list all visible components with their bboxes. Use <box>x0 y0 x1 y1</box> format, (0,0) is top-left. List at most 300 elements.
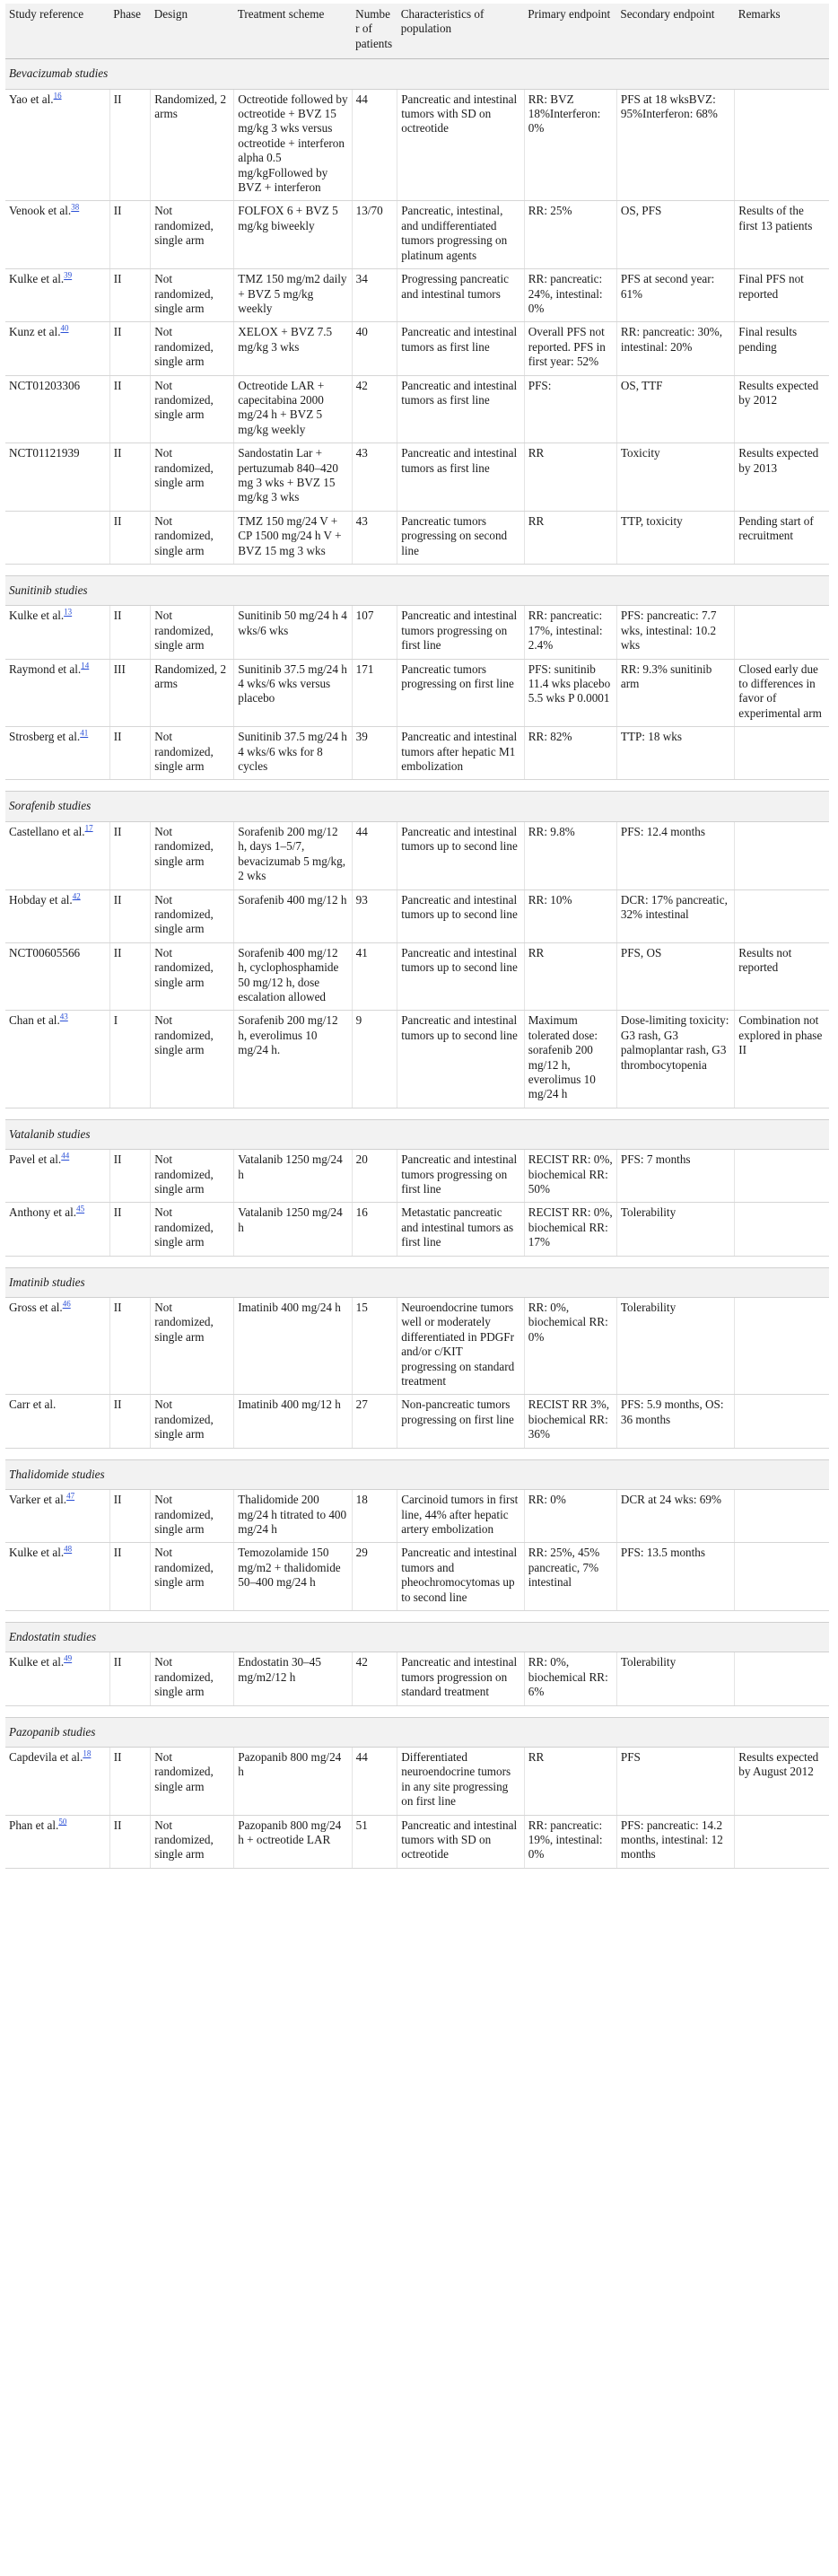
reference-link[interactable]: 13 <box>64 608 73 618</box>
study-name: NCT00605566 <box>9 945 81 959</box>
population-cell: Pancreatic and intestinal tumors up to second line <box>397 821 525 889</box>
spacer-cell <box>5 1705 829 1717</box>
population-cell: Pancreatic and intestinal tumors with SD on octreotide <box>397 1815 525 1868</box>
design-cell: Not randomized, single arm <box>151 269 234 322</box>
header-phase: Phase <box>109 4 150 59</box>
study-reference-cell <box>5 1747 109 1815</box>
table-row <box>5 1652 829 1705</box>
population-cell: Pancreatic, intestinal, and undifferentiated tumors progressing on platinum agents <box>397 201 525 269</box>
reference-link[interactable]: 43 <box>59 1012 68 1021</box>
design-cell: Randomized, 2 arms <box>151 659 234 727</box>
phase-cell: II <box>109 606 150 659</box>
population-cell: Pancreatic and intestinal tumors after hepatic M1 embolization <box>397 727 525 780</box>
population-cell: Carcinoid tumors in first line, 44% after hepatic artery embolization <box>397 1490 525 1543</box>
section-header-row <box>5 1717 829 1747</box>
remarks-cell <box>735 1815 829 1868</box>
design-cell: Not randomized, single arm <box>151 727 234 780</box>
section-header-row <box>5 1119 829 1149</box>
phase-cell: II <box>109 322 150 375</box>
primary-endpoint-cell: RR: pancreatic: 24%, intestinal: 0% <box>524 269 616 322</box>
population-cell: Metastatic pancreatic and intestinal tumors as first line <box>397 1203 525 1256</box>
table-row <box>5 201 829 269</box>
population-cell: Pancreatic and intestinal tumors and pheochromocytomas up to second line <box>397 1543 525 1611</box>
spacer-cell <box>5 1610 829 1622</box>
primary-endpoint-cell: RECIST RR: 0%, biochemical RR: 50% <box>524 1150 616 1203</box>
study-reference-cell <box>5 269 109 322</box>
header-treatment-scheme: Treatment scheme <box>234 4 352 59</box>
population-cell: Non-pancreatic tumors progressing on first line <box>397 1395 525 1448</box>
population-cell: Pancreatic and intestinal tumors as first line <box>397 375 525 443</box>
secondary-endpoint-cell: PFS: 12.4 months <box>616 821 734 889</box>
reference-link[interactable]: 40 <box>60 323 69 333</box>
table-row <box>5 269 829 322</box>
primary-endpoint-cell: PFS: <box>524 375 616 443</box>
primary-endpoint-cell: RR: pancreatic: 17%, intestinal: 2.4% <box>524 606 616 659</box>
population-cell: Pancreatic and intestinal tumors progressing on first line <box>397 606 525 659</box>
section-title: Pazopanib studies <box>5 1717 829 1747</box>
reference-link[interactable]: 44 <box>61 1151 70 1161</box>
study-reference-cell <box>5 201 109 269</box>
table-row <box>5 659 829 727</box>
treatment-scheme-cell: Sorafenib 200 mg/12 h, everolimus 10 mg/24 h. <box>234 1011 352 1108</box>
study-reference-cell <box>5 1203 109 1256</box>
study-name: Varker et al. <box>9 1493 67 1507</box>
patients-cell: 44 <box>352 1747 397 1815</box>
secondary-endpoint-cell: PFS at 18 wksBVZ: 95%Interferon: 68% <box>616 89 734 201</box>
study-reference-cell <box>5 1150 109 1203</box>
phase-cell: II <box>109 942 150 1011</box>
population-cell: Pancreatic and intestinal tumors progressing on first line <box>397 1150 525 1203</box>
population-cell: Pancreatic tumors progressing on first line <box>397 659 525 727</box>
phase-cell: II <box>109 727 150 780</box>
remarks-cell: Results expected by 2013 <box>735 443 829 512</box>
reference-link[interactable]: 14 <box>81 661 90 670</box>
study-name: Castellano et al. <box>9 824 85 838</box>
primary-endpoint-cell: PFS: sunitinib 11.4 wks placebo 5.5 wks P 0.0001 <box>524 659 616 727</box>
phase-cell: I <box>109 1011 150 1108</box>
primary-endpoint-cell: RR: BVZ 18%Interferon: 0% <box>524 89 616 201</box>
study-name: Strosberg et al. <box>9 730 81 744</box>
table-row <box>5 606 829 659</box>
treatment-scheme-cell: Sorafenib 400 mg/12 h, cyclophosphamide 50 mg/12 h, dose escalation allowed <box>234 942 352 1011</box>
header-population: Characteristics of population <box>397 4 525 59</box>
remarks-cell <box>735 1150 829 1203</box>
study-reference-cell <box>5 1011 109 1108</box>
reference-link[interactable]: 38 <box>71 203 80 213</box>
phase-cell: II <box>109 89 150 201</box>
study-reference-cell <box>5 606 109 659</box>
secondary-endpoint-cell: RR: pancreatic: 30%, intestinal: 20% <box>616 322 734 375</box>
treatment-scheme-cell: Pazopanib 800 mg/24 h + octreotide LAR <box>234 1815 352 1868</box>
design-cell: Not randomized, single arm <box>151 511 234 564</box>
studies-table <box>5 4 829 1869</box>
design-cell: Not randomized, single arm <box>151 821 234 889</box>
patients-cell: 20 <box>352 1150 397 1203</box>
phase-cell: II <box>109 1150 150 1203</box>
patients-cell: 44 <box>352 89 397 201</box>
study-reference-cell <box>5 1490 109 1543</box>
reference-link[interactable]: 39 <box>64 270 73 280</box>
treatment-scheme-cell: TMZ 150 mg/24 V + CP 1500 mg/24 h V + BVZ 15 mg 3 wks <box>234 511 352 564</box>
treatment-scheme-cell: Sorafenib 200 mg/12 h, days 1–5/7, bevacizumab 5 mg/kg, 2 wks <box>234 821 352 889</box>
table-row <box>5 1543 829 1611</box>
patients-cell: 44 <box>352 821 397 889</box>
design-cell: Randomized, 2 arms <box>151 89 234 201</box>
patients-cell: 107 <box>352 606 397 659</box>
design-cell: Not randomized, single arm <box>151 889 234 942</box>
primary-endpoint-cell: RECIST RR: 0%, biochemical RR: 17% <box>524 1203 616 1256</box>
secondary-endpoint-cell: TTP, toxicity <box>616 511 734 564</box>
table-row <box>5 1490 829 1543</box>
spacer-cell <box>5 565 829 576</box>
population-cell: Pancreatic tumors progressing on second line <box>397 511 525 564</box>
section-title: Imatinib studies <box>5 1267 829 1297</box>
section-header-row <box>5 1622 829 1652</box>
table-row <box>5 1395 829 1448</box>
remarks-cell: Results expected by 2012 <box>735 375 829 443</box>
section-header-row <box>5 59 829 89</box>
design-cell: Not randomized, single arm <box>151 443 234 512</box>
study-reference-cell <box>5 1298 109 1395</box>
spacer-cell <box>5 1256 829 1267</box>
study-name: Venook et al. <box>9 204 72 218</box>
primary-endpoint-cell: RR: 0%, biochemical RR: 0% <box>524 1298 616 1395</box>
header-secondary-endpoint: Secondary endpoint <box>616 4 734 59</box>
primary-endpoint-cell: RR <box>524 1747 616 1815</box>
primary-endpoint-cell: RR: 25% <box>524 201 616 269</box>
reference-link[interactable]: 46 <box>62 1299 71 1309</box>
secondary-endpoint-cell: DCR: 17% pancreatic, 32% intestinal <box>616 889 734 942</box>
patients-cell: 42 <box>352 375 397 443</box>
table-row <box>5 889 829 942</box>
study-name: Kunz et al. <box>9 325 61 339</box>
study-name: Gross et al. <box>9 1301 63 1315</box>
phase-cell: II <box>109 889 150 942</box>
patients-cell: 9 <box>352 1011 397 1108</box>
study-name: NCT01121939 <box>9 446 80 460</box>
treatment-scheme-cell: TMZ 150 mg/m2 daily + BVZ 5 mg/kg weekly <box>234 269 352 322</box>
population-cell: Pancreatic and intestinal tumors progression on standard treatment <box>397 1652 525 1705</box>
design-cell: Not randomized, single arm <box>151 1150 234 1203</box>
table-row <box>5 443 829 512</box>
patients-cell: 51 <box>352 1815 397 1868</box>
secondary-endpoint-cell: PFS: pancreatic: 14.2 months, intestinal: 12 months <box>616 1815 734 1868</box>
table-row <box>5 942 829 1011</box>
reference-link[interactable]: 47 <box>66 1491 75 1501</box>
section-header-row <box>5 576 829 606</box>
study-name: Chan et al. <box>9 1013 60 1028</box>
primary-endpoint-cell: RECIST RR 3%, biochemical RR: 36% <box>524 1395 616 1448</box>
treatment-scheme-cell: XELOX + BVZ 7.5 mg/kg 3 wks <box>234 322 352 375</box>
phase-cell: II <box>109 375 150 443</box>
reference-link[interactable]: 42 <box>72 891 81 901</box>
patients-cell: 40 <box>352 322 397 375</box>
secondary-endpoint-cell: Tolerability <box>616 1203 734 1256</box>
table-row <box>5 821 829 889</box>
secondary-endpoint-cell: PFS: pancreatic: 7.7 wks, intestinal: 10.2 wks <box>616 606 734 659</box>
secondary-endpoint-cell: Tolerability <box>616 1652 734 1705</box>
phase-cell: III <box>109 659 150 727</box>
patients-cell: 16 <box>352 1203 397 1256</box>
secondary-endpoint-cell: OS, PFS <box>616 201 734 269</box>
secondary-endpoint-cell: PFS: 7 months <box>616 1150 734 1203</box>
reference-link[interactable]: 48 <box>64 1544 73 1554</box>
table-row <box>5 1747 829 1815</box>
secondary-endpoint-cell: OS, TTF <box>616 375 734 443</box>
treatment-scheme-cell: Thalidomide 200 mg/24 h titrated to 400 mg/24 h <box>234 1490 352 1543</box>
table-row <box>5 1011 829 1108</box>
treatment-scheme-cell: Sandostatin Lar + pertuzumab 840–420 mg 3 wks + BVZ 15 mg/kg 3 wks <box>234 443 352 512</box>
remarks-cell: Results expected by August 2012 <box>735 1747 829 1815</box>
phase-cell: II <box>109 1747 150 1815</box>
primary-endpoint-cell: RR: 0% <box>524 1490 616 1543</box>
table-row <box>5 1815 829 1868</box>
patients-cell: 93 <box>352 889 397 942</box>
remarks-cell <box>735 821 829 889</box>
section-spacer <box>5 1448 829 1459</box>
design-cell: Not randomized, single arm <box>151 1011 234 1108</box>
patients-cell: 29 <box>352 1543 397 1611</box>
phase-cell: II <box>109 201 150 269</box>
study-name: Pavel et al. <box>9 1152 62 1167</box>
primary-endpoint-cell: RR <box>524 443 616 512</box>
study-reference-cell <box>5 1815 109 1868</box>
table-row <box>5 1150 829 1203</box>
section-title: Sorafenib studies <box>5 792 829 821</box>
phase-cell: II <box>109 1395 150 1448</box>
treatment-scheme-cell: Octreotide followed by octreotide + BVZ 15 mg/kg 3 wks versus octreotide + interferon alpha 0.5 mg/kgFollowed by BVZ + interferon <box>234 89 352 201</box>
design-cell: Not randomized, single arm <box>151 942 234 1011</box>
study-reference-cell <box>5 889 109 942</box>
phase-cell: II <box>109 1543 150 1611</box>
primary-endpoint-cell: RR <box>524 942 616 1011</box>
design-cell: Not randomized, single arm <box>151 1203 234 1256</box>
design-cell: Not randomized, single arm <box>151 1395 234 1448</box>
treatment-scheme-cell: Sunitinib 50 mg/24 h 4 wks/6 wks <box>234 606 352 659</box>
table-row <box>5 511 829 564</box>
patients-cell: 39 <box>352 727 397 780</box>
design-cell: Not randomized, single arm <box>151 1815 234 1868</box>
remarks-cell: Pending start of recruitment <box>735 511 829 564</box>
phase-cell: II <box>109 269 150 322</box>
primary-endpoint-cell: RR: 0%, biochemical RR: 6% <box>524 1652 616 1705</box>
design-cell: Not randomized, single arm <box>151 1298 234 1395</box>
treatment-scheme-cell: Sorafenib 400 mg/12 h <box>234 889 352 942</box>
section-header-row <box>5 792 829 821</box>
section-title: Sunitinib studies <box>5 576 829 606</box>
header-study-reference: Study reference <box>5 4 109 59</box>
secondary-endpoint-cell: Dose-limiting toxicity: G3 rash, G3 palmoplantar rash, G3 thrombocytopenia <box>616 1011 734 1108</box>
reference-link[interactable]: 18 <box>83 1748 92 1758</box>
section-spacer <box>5 565 829 576</box>
design-cell: Not randomized, single arm <box>151 606 234 659</box>
remarks-cell <box>735 1652 829 1705</box>
study-reference-cell <box>5 322 109 375</box>
remarks-cell: Final PFS not reported <box>735 269 829 322</box>
primary-endpoint-cell: RR <box>524 511 616 564</box>
remarks-cell <box>735 1543 829 1611</box>
design-cell: Not randomized, single arm <box>151 1747 234 1815</box>
study-name: Hobday et al. <box>9 892 73 907</box>
patients-cell: 42 <box>352 1652 397 1705</box>
study-name: Phan et al. <box>9 1818 59 1832</box>
phase-cell: II <box>109 1490 150 1543</box>
section-title: Bevacizumab studies <box>5 59 829 89</box>
header-row <box>5 4 829 59</box>
reference-link[interactable]: 49 <box>64 1653 73 1663</box>
phase-cell: II <box>109 1203 150 1256</box>
section-header-row <box>5 1459 829 1489</box>
reference-link[interactable]: 45 <box>76 1205 85 1214</box>
primary-endpoint-cell: Maximum tolerated dose: sorafenib 200 mg/12 h, everolimus 10 mg/24 h <box>524 1011 616 1108</box>
remarks-cell: Closed early due to differences in favor of experimental arm <box>735 659 829 727</box>
study-name: Raymond et al. <box>9 662 82 676</box>
treatment-scheme-cell: Vatalanib 1250 mg/24 h <box>234 1203 352 1256</box>
remarks-cell <box>735 606 829 659</box>
study-name: Kulke et al. <box>9 272 65 286</box>
design-cell: Not randomized, single arm <box>151 201 234 269</box>
table-row <box>5 1298 829 1395</box>
population-cell: Pancreatic and intestinal tumors up to second line <box>397 942 525 1011</box>
section-spacer <box>5 1610 829 1622</box>
secondary-endpoint-cell: PFS <box>616 1747 734 1815</box>
section-title: Thalidomide studies <box>5 1459 829 1489</box>
study-reference-cell <box>5 727 109 780</box>
treatment-scheme-cell: Pazopanib 800 mg/24 h <box>234 1747 352 1815</box>
secondary-endpoint-cell: Tolerability <box>616 1298 734 1395</box>
spacer-cell <box>5 1448 829 1459</box>
design-cell: Not randomized, single arm <box>151 1490 234 1543</box>
patients-cell: 15 <box>352 1298 397 1395</box>
study-reference-cell <box>5 511 109 564</box>
patients-cell: 43 <box>352 443 397 512</box>
study-name: NCT01203306 <box>9 378 81 392</box>
treatment-scheme-cell: Vatalanib 1250 mg/24 h <box>234 1150 352 1203</box>
treatment-scheme-cell: Imatinib 400 mg/12 h <box>234 1395 352 1448</box>
remarks-cell: Final results pending <box>735 322 829 375</box>
treatment-scheme-cell: Octreotide LAR + capecitabina 2000 mg/24 h + BVZ 5 mg/kg weekly <box>234 375 352 443</box>
secondary-endpoint-cell: PFS at second year: 61% <box>616 269 734 322</box>
primary-endpoint-cell: RR: 9.8% <box>524 821 616 889</box>
phase-cell: II <box>109 511 150 564</box>
treatment-scheme-cell: Sunitinib 37.5 mg/24 h 4 wks/6 wks for 8 cycles <box>234 727 352 780</box>
patients-cell: 34 <box>352 269 397 322</box>
secondary-endpoint-cell: Toxicity <box>616 443 734 512</box>
study-reference-cell <box>5 942 109 1011</box>
study-name: Kulke et al. <box>9 1655 65 1669</box>
remarks-cell <box>735 727 829 780</box>
section-spacer <box>5 780 829 792</box>
secondary-endpoint-cell: TTP: 18 wks <box>616 727 734 780</box>
treatment-scheme-cell: Sunitinib 37.5 mg/24 h 4 wks/6 wks versus placebo <box>234 659 352 727</box>
phase-cell: II <box>109 1298 150 1395</box>
section-spacer <box>5 1256 829 1267</box>
section-title: Endostatin studies <box>5 1622 829 1652</box>
table-row <box>5 322 829 375</box>
treatment-scheme-cell: Temozolamide 150 mg/m2 + thalidomide 50–400 mg/24 h <box>234 1543 352 1611</box>
spacer-cell <box>5 780 829 792</box>
study-reference-cell <box>5 1652 109 1705</box>
study-reference-cell <box>5 443 109 512</box>
design-cell: Not randomized, single arm <box>151 322 234 375</box>
patients-cell: 18 <box>352 1490 397 1543</box>
study-name: Yao et al. <box>9 92 54 106</box>
population-cell: Pancreatic and intestinal tumors with SD on octreotide <box>397 89 525 201</box>
population-cell: Pancreatic and intestinal tumors up to second line <box>397 1011 525 1108</box>
study-name: Capdevila et al. <box>9 1749 83 1764</box>
primary-endpoint-cell: RR: 25%, 45% pancreatic, 7% intestinal <box>524 1543 616 1611</box>
patients-cell: 27 <box>352 1395 397 1448</box>
secondary-endpoint-cell: PFS: 13.5 months <box>616 1543 734 1611</box>
reference-link[interactable]: 17 <box>84 823 93 833</box>
patients-cell: 41 <box>352 942 397 1011</box>
header-number-of-patients: Number of patients <box>352 4 397 59</box>
spacer-cell <box>5 1108 829 1119</box>
header-design: Design <box>151 4 234 59</box>
study-reference-cell <box>5 821 109 889</box>
study-reference-cell <box>5 659 109 727</box>
remarks-cell <box>735 1490 829 1543</box>
phase-cell: II <box>109 1652 150 1705</box>
secondary-endpoint-cell: RR: 9.3% sunitinib arm <box>616 659 734 727</box>
remarks-cell: Results not reported <box>735 942 829 1011</box>
patients-cell: 13/70 <box>352 201 397 269</box>
primary-endpoint-cell: RR: 82% <box>524 727 616 780</box>
study-reference-cell <box>5 89 109 201</box>
remarks-cell: Results of the first 13 patients <box>735 201 829 269</box>
remarks-cell <box>735 89 829 201</box>
table-row <box>5 375 829 443</box>
treatment-scheme-cell: Endostatin 30–45 mg/m2/12 h <box>234 1652 352 1705</box>
section-spacer <box>5 1705 829 1717</box>
study-reference-cell <box>5 1543 109 1611</box>
header-remarks: Remarks <box>735 4 829 59</box>
remarks-cell <box>735 1203 829 1256</box>
population-cell: Differentiated neuroendocrine tumors in any site progressing on first line <box>397 1747 525 1815</box>
study-name: Kulke et al. <box>9 609 65 623</box>
table-header <box>5 4 829 59</box>
section-header-row <box>5 1267 829 1297</box>
population-cell: Progressing pancreatic and intestinal tumors <box>397 269 525 322</box>
remarks-cell <box>735 889 829 942</box>
design-cell: Not randomized, single arm <box>151 375 234 443</box>
patients-cell: 43 <box>352 511 397 564</box>
secondary-endpoint-cell: DCR at 24 wks: 69% <box>616 1490 734 1543</box>
reference-link[interactable]: 41 <box>80 728 89 738</box>
table-row <box>5 727 829 780</box>
primary-endpoint-cell: RR: pancreatic: 19%, intestinal: 0% <box>524 1815 616 1868</box>
patients-cell: 171 <box>352 659 397 727</box>
population-cell: Pancreatic and intestinal tumors up to second line <box>397 889 525 942</box>
remarks-cell: Combination not explored in phase II <box>735 1011 829 1108</box>
design-cell: Not randomized, single arm <box>151 1543 234 1611</box>
reference-link[interactable]: 16 <box>53 91 62 101</box>
section-title: Vatalanib studies <box>5 1119 829 1149</box>
study-reference-cell <box>5 375 109 443</box>
study-name: Carr et al. <box>9 1398 57 1412</box>
study-reference-cell <box>5 1395 109 1448</box>
table-row <box>5 89 829 201</box>
secondary-endpoint-cell: PFS, OS <box>616 942 734 1011</box>
table-row <box>5 1203 829 1256</box>
primary-endpoint-cell: RR: 10% <box>524 889 616 942</box>
secondary-endpoint-cell: PFS: 5.9 months, OS: 36 months <box>616 1395 734 1448</box>
phase-cell: II <box>109 443 150 512</box>
reference-link[interactable]: 50 <box>58 1817 67 1827</box>
table-body <box>5 59 829 1869</box>
treatment-scheme-cell: FOLFOX 6 + BVZ 5 mg/kg biweekly <box>234 201 352 269</box>
header-primary-endpoint: Primary endpoint <box>524 4 616 59</box>
